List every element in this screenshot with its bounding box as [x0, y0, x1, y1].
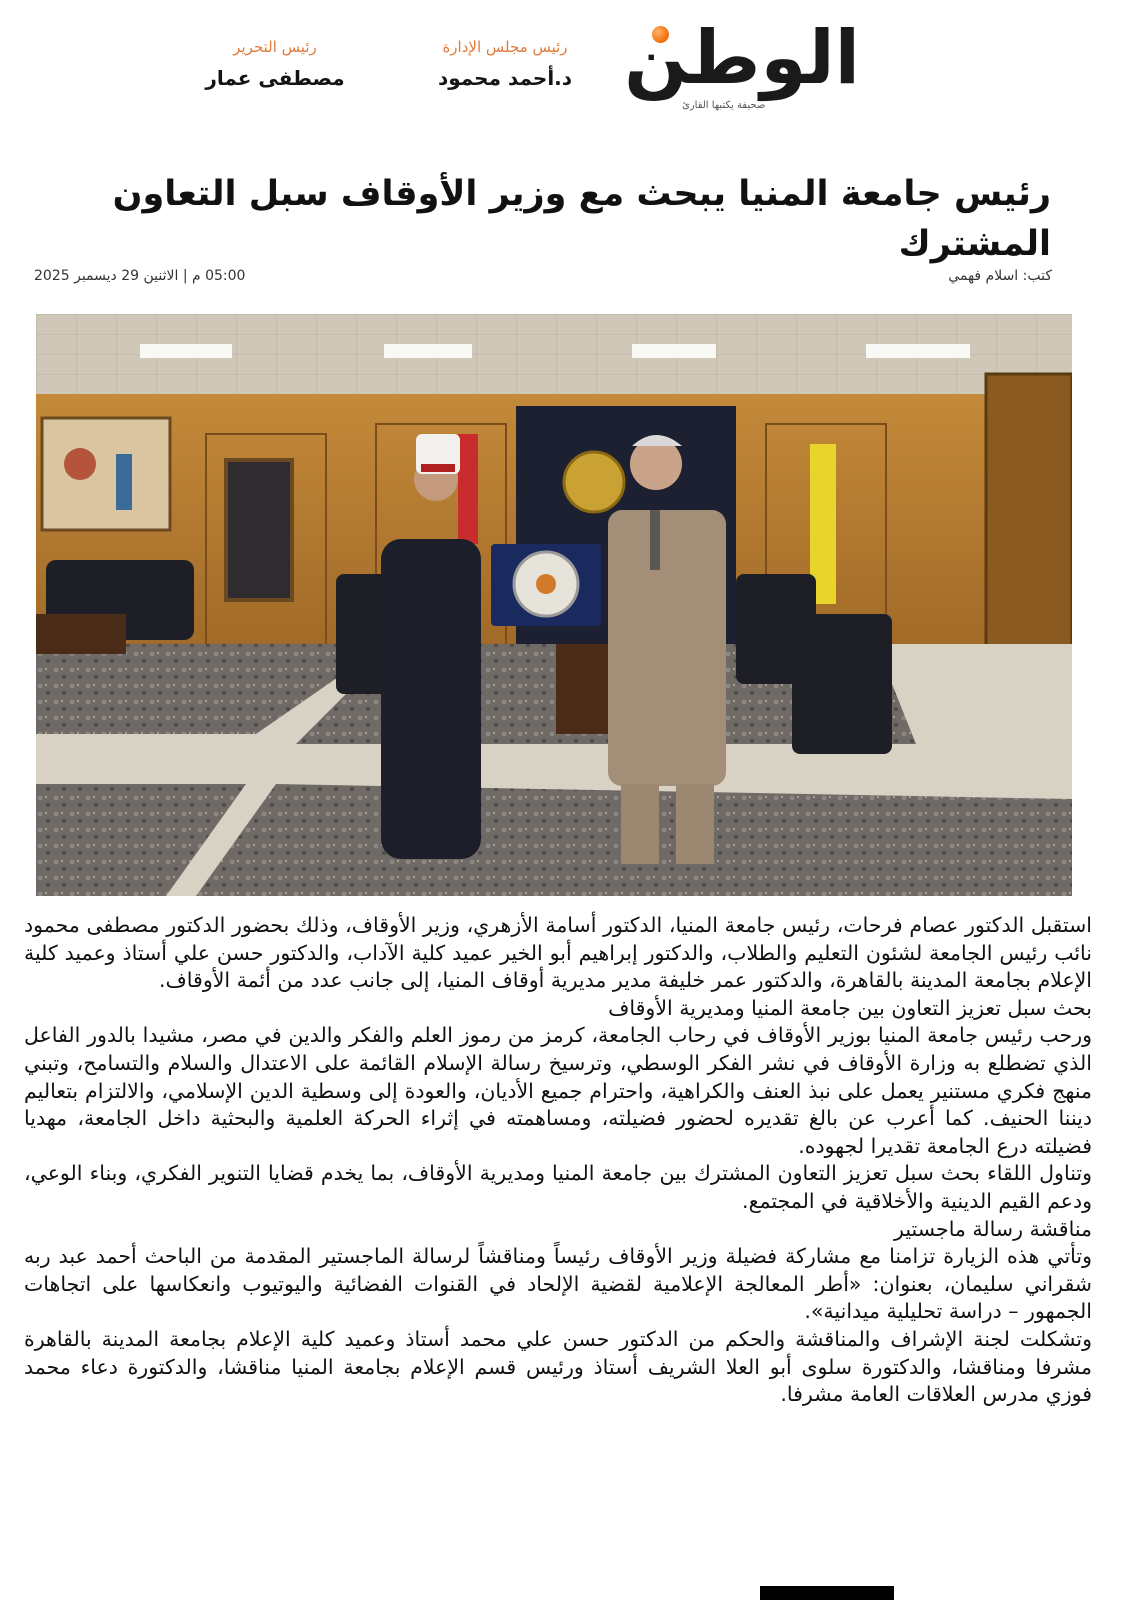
door: [226, 460, 292, 600]
editor-role: رئيس التحرير: [233, 38, 317, 56]
ceiling-light: [866, 344, 970, 358]
masthead: [0, 0, 1131, 130]
article-body: [24, 912, 1092, 1409]
logo-tagline: صحيفة يكتبها القارئ: [682, 100, 766, 111]
byline: كتب: اسلام فهمي: [948, 268, 1052, 284]
wall-painting: [42, 418, 170, 530]
photo-illustration: [36, 314, 1072, 896]
article-paragraph: وتأتي هذه الزيارة تزامنا مع مشاركة فضيلة وزير الأوقاف رئيساً ومناقشاً لرسالة الماجستير المقدمة من الباحث أحمد عبد ربه شقراني سليمان، بعنوان: «أطر المعالجة الإعلامية لقضية الإلحاد في القنوات الفضائية واليوتيوب وانعكاسها على اتجاهات الجمهور – دراسة تحليلية ميدانية».: [24, 1244, 1092, 1324]
article-paragraph: وتشكلت لجنة الإشراف والمناقشة والحكم من الدكتور حسن علي محمد أستاذ وعميد كلية الإعلام بجامعة المدينة بالقاهرة مشرفا ومناقشا، والدكتورة سلوى أبو العلا الشريف أستاذ ورئيس قسم الإعلام بجامعة المنيا مناقشا، والدكتورة دعاء محمد فوزي مدرس العلاقات العامة مشرفا.: [24, 1326, 1092, 1407]
article-meta: [34, 268, 1052, 294]
dateline: 05:00 م | الاثنين 29 ديسمبر 2025: [34, 268, 246, 284]
chairman-role: رئيس مجلس الإدارة: [442, 38, 568, 56]
article-photo: [36, 314, 1072, 896]
article-paragraph: ورحب رئيس جامعة المنيا بوزير الأوقاف في رحاب الجامعة، كرمز من رموز العلم والفكر والدين في مصر، مشيدا بالدور الفاعل الذي تضطلع به وزارة الأوقاف في نشر الفكر الوسطي، وترسيخ رسالة الإسلام القائمة على الاعتدال والسلام والتسامح، وتبني منهج فكري مستنير يعمل على نبذ العنف والكراهية، واحترام جميع الأديان، والعودة إلى وسطية الدين الإسلامي، والالتزام بتعاليم ديننا الحنيف. كما أعرب عن بالغ تقديره لحضور فضيلته، ومساهمته في إثراء الحركة العلمية والبحثية داخل الجامعة، مهديا فضيلته درع الجامعة تقديرا لجهوده.: [24, 1023, 1092, 1158]
ceiling-light: [632, 344, 716, 358]
university-seal: [564, 452, 624, 512]
article-headline: رئيس جامعة المنيا يبحث مع وزير الأوقاف سبل التعاون المشترك: [112, 174, 1051, 265]
article-paragraph: وتناول اللقاء بحث سبل تعزيز التعاون المشترك بين جامعة المنيا ومديرية الأوقاف، بما يخدم قضايا التنوير الفكري، وبناء الوعي، ودعم القيم الدينية والأخلاقية في المجتمع.: [24, 1161, 1092, 1213]
editor-name: مصطفى عمار: [205, 66, 345, 90]
logo-wordmark: الوطن: [624, 15, 860, 101]
chairman-name: د.أحمد محمود: [437, 66, 573, 90]
commemorative-plaque: [491, 544, 601, 626]
chairman-block: [420, 38, 590, 90]
ceiling-light: [384, 344, 472, 358]
article-paragraph: استقبل الدكتور عصام فرحات، رئيس جامعة المنيا، الدكتور أسامة الأزهري، وزير الأوقاف، وذلك بحضور الدكتور مصطفى محمود نائب رئيس الجامعة لشئون التعليم والطلاب، والدكتور إبراهيم أبو الخير عميد كلية الآداب، والدكتور حسن علي أستاذ وعميد كلية الإعلام بجامعة المدينة بالقاهرة، والدكتور عمر خليفة مدير مديرية أوقاف المنيا، إلى جانب عدد من أئمة الأوقاف.: [24, 913, 1092, 993]
side-table: [36, 614, 126, 654]
footer-bar: [760, 1586, 894, 1600]
article-subheading: مناقشة رسالة ماجستير: [894, 1216, 1092, 1241]
office-chair: [792, 614, 892, 754]
egypt-flag: [458, 434, 478, 544]
ceiling-light: [140, 344, 232, 358]
article-subheading: بحث سبل تعزيز التعاون بين جامعة المنيا ومديرية الأوقاف: [608, 995, 1092, 1020]
editor-block: [190, 38, 360, 90]
newspaper-logo[interactable]: [624, 12, 860, 120]
